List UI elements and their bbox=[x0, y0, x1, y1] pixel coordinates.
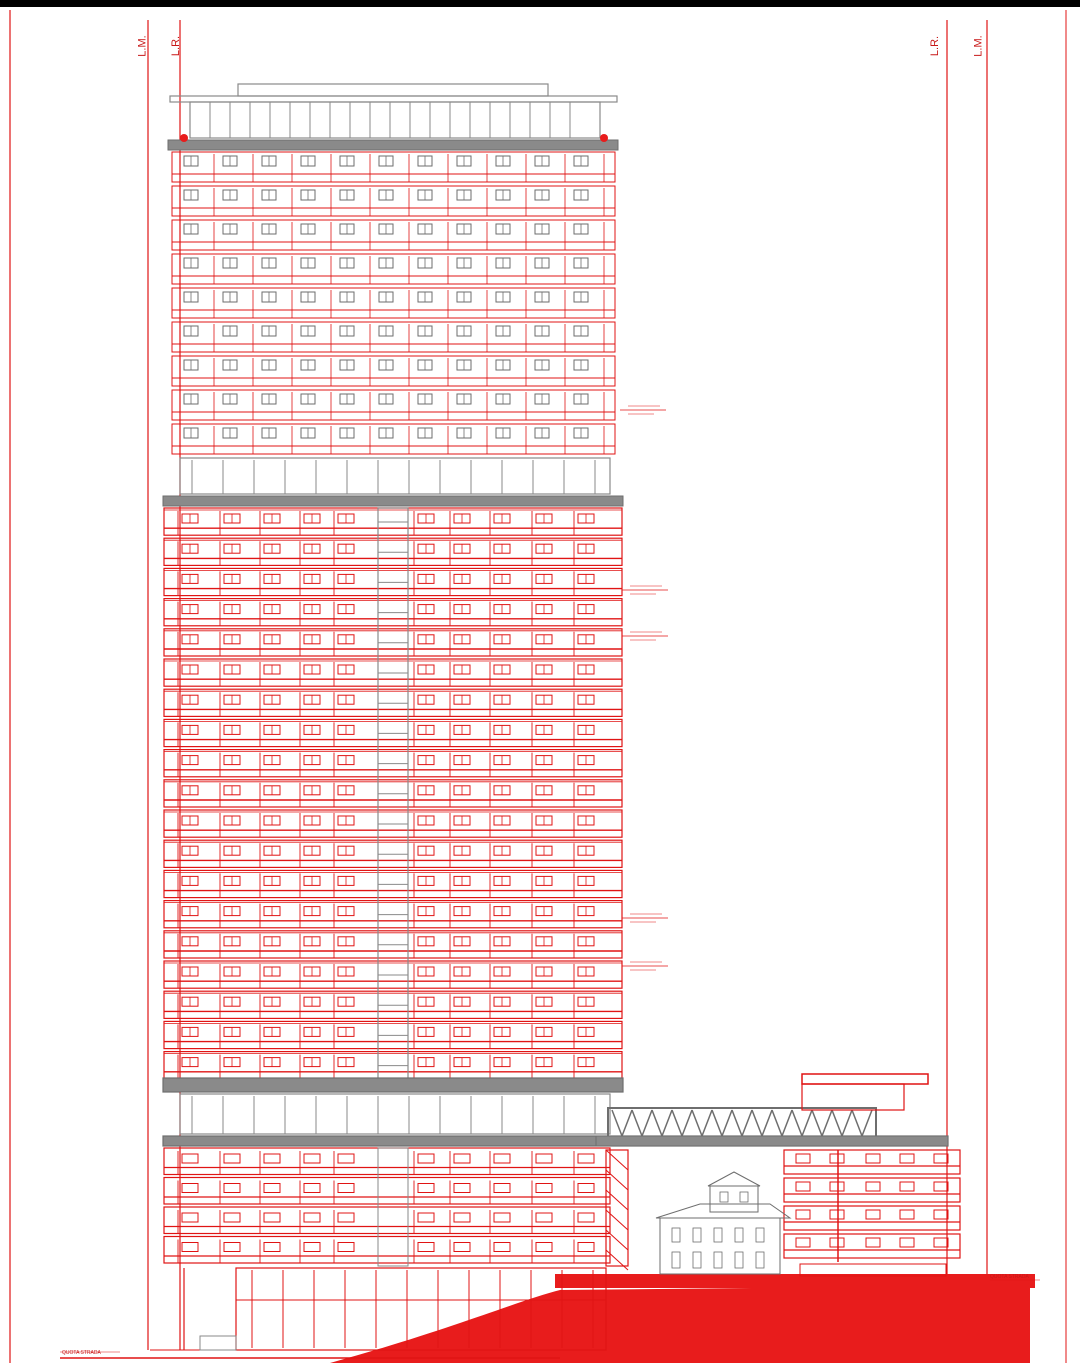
mid-transfer-slab bbox=[163, 1078, 623, 1092]
lower-window bbox=[494, 1213, 510, 1222]
truss-diagonal bbox=[712, 1110, 722, 1136]
lower-window bbox=[182, 1243, 198, 1252]
villa-body bbox=[660, 1218, 780, 1274]
lower-window bbox=[578, 1154, 594, 1163]
lower-window bbox=[454, 1184, 470, 1193]
truss-diagonal bbox=[622, 1110, 632, 1136]
lower-window bbox=[418, 1184, 434, 1193]
axis-label-left-inner: L.R. bbox=[170, 35, 183, 57]
villa-window bbox=[735, 1252, 743, 1268]
lower-window bbox=[494, 1184, 510, 1193]
villa-window bbox=[756, 1252, 764, 1268]
lower-window bbox=[454, 1154, 470, 1163]
lower-window bbox=[264, 1184, 280, 1193]
annex-window bbox=[796, 1210, 810, 1219]
truss-diagonal bbox=[652, 1110, 662, 1136]
annex-window bbox=[934, 1238, 948, 1247]
annex-window bbox=[900, 1238, 914, 1247]
roof-transfer-slab bbox=[168, 140, 618, 150]
truss-diagonal bbox=[812, 1110, 822, 1136]
roof-marker-left bbox=[180, 134, 188, 142]
lower-window bbox=[224, 1213, 240, 1222]
annex-window bbox=[900, 1210, 914, 1219]
truss-diagonal bbox=[702, 1110, 712, 1136]
annex-window bbox=[934, 1182, 948, 1191]
annex-window bbox=[796, 1238, 810, 1247]
terrain-plinth bbox=[555, 1274, 1035, 1288]
truss-diagonal bbox=[792, 1110, 802, 1136]
tower-upper-section bbox=[163, 84, 623, 506]
truss-diagonal bbox=[682, 1110, 692, 1136]
bridge-deck bbox=[596, 1136, 948, 1146]
roof-parapet bbox=[238, 84, 548, 96]
street-level-note-left: QUOTA STRADA bbox=[62, 1350, 101, 1356]
lower-window bbox=[182, 1184, 198, 1193]
villa-tower-window bbox=[720, 1192, 728, 1202]
lower-window bbox=[418, 1213, 434, 1222]
truss-diagonal bbox=[782, 1110, 792, 1136]
annex-window bbox=[830, 1238, 844, 1247]
lower-window bbox=[224, 1184, 240, 1193]
villa-window bbox=[756, 1228, 764, 1242]
roof-slab bbox=[170, 96, 617, 102]
lower-window bbox=[578, 1184, 594, 1193]
lower-window bbox=[454, 1243, 470, 1252]
villa-window bbox=[735, 1228, 743, 1242]
truss-diagonal bbox=[692, 1110, 702, 1136]
truss-diagonal bbox=[662, 1110, 672, 1136]
annex-window bbox=[796, 1182, 810, 1191]
street-level-note-right: QUOTA STRADA bbox=[990, 1274, 1029, 1280]
annex-window bbox=[830, 1154, 844, 1163]
truss-diagonal bbox=[822, 1110, 832, 1136]
lower-floor bbox=[164, 1178, 610, 1205]
lower-window bbox=[224, 1154, 240, 1163]
lower-window bbox=[578, 1243, 594, 1252]
villa-window bbox=[672, 1252, 680, 1268]
truss-diagonal bbox=[742, 1110, 752, 1136]
villa-roof bbox=[656, 1204, 790, 1218]
truss-diagonal bbox=[732, 1110, 742, 1136]
lower-window bbox=[494, 1243, 510, 1252]
lower-window bbox=[182, 1213, 198, 1222]
annex-window bbox=[866, 1238, 880, 1247]
annex-window bbox=[796, 1154, 810, 1163]
lower-window bbox=[264, 1243, 280, 1252]
lower-window bbox=[536, 1243, 552, 1252]
side-brace-diagonal bbox=[606, 1170, 628, 1190]
lower-window bbox=[536, 1213, 552, 1222]
side-brace-diagonal bbox=[606, 1250, 628, 1270]
annex-window bbox=[934, 1210, 948, 1219]
upper-mech-floor bbox=[180, 458, 610, 494]
lower-window bbox=[338, 1184, 354, 1193]
lower-window bbox=[418, 1154, 434, 1163]
axis-label-right-outer: L.M. bbox=[972, 35, 985, 57]
annex-window bbox=[830, 1210, 844, 1219]
lower-window bbox=[338, 1154, 354, 1163]
truss-diagonal bbox=[642, 1110, 652, 1136]
truss-diagonal bbox=[672, 1110, 682, 1136]
villa-window bbox=[693, 1252, 701, 1268]
terrain-fill bbox=[330, 1285, 1030, 1363]
lower-floor bbox=[164, 1148, 610, 1175]
upper-transfer-slab bbox=[163, 496, 623, 506]
truss-diagonal bbox=[862, 1110, 872, 1136]
villa-tower bbox=[710, 1186, 758, 1212]
annex-window bbox=[900, 1154, 914, 1163]
villa-window bbox=[714, 1252, 722, 1268]
lower-window bbox=[304, 1243, 320, 1252]
truss-diagonal bbox=[722, 1110, 732, 1136]
lower-window bbox=[494, 1154, 510, 1163]
annex-building bbox=[784, 1074, 960, 1276]
lower-window bbox=[338, 1243, 354, 1252]
truss-diagonal bbox=[802, 1110, 812, 1136]
roof-marker-right bbox=[600, 134, 608, 142]
truss-diagonal bbox=[852, 1110, 862, 1136]
axis-label-left-outer: L.M. bbox=[136, 35, 149, 57]
annotation-marks bbox=[60, 406, 1040, 1352]
historic-villa bbox=[656, 1172, 790, 1274]
annex-window bbox=[866, 1210, 880, 1219]
lower-window bbox=[304, 1154, 320, 1163]
lower-window bbox=[338, 1213, 354, 1222]
annex-roof-cap bbox=[802, 1074, 928, 1084]
tower-middle-section bbox=[163, 508, 623, 1092]
lower-window bbox=[536, 1154, 552, 1163]
truss-diagonal bbox=[832, 1110, 842, 1136]
annex-window bbox=[934, 1154, 948, 1163]
lower-window bbox=[224, 1243, 240, 1252]
annex-window bbox=[830, 1182, 844, 1191]
skybridge-truss bbox=[596, 1108, 948, 1146]
villa-window bbox=[672, 1228, 680, 1242]
axis-label-right-inner: L.R. bbox=[929, 35, 942, 57]
lower-window bbox=[264, 1213, 280, 1222]
lower-window bbox=[536, 1184, 552, 1193]
annex-window bbox=[900, 1182, 914, 1191]
lower-window bbox=[264, 1154, 280, 1163]
villa-window bbox=[714, 1228, 722, 1242]
lower-window bbox=[182, 1154, 198, 1163]
lower-window bbox=[454, 1213, 470, 1222]
truss-diagonal bbox=[842, 1110, 852, 1136]
truss-diagonal bbox=[772, 1110, 782, 1136]
villa-tower-window bbox=[740, 1192, 748, 1202]
truss-diagonal bbox=[762, 1110, 772, 1136]
villa-window bbox=[693, 1228, 701, 1242]
villa-tower-roof bbox=[708, 1172, 760, 1186]
entrance-canopy bbox=[200, 1336, 236, 1350]
lower-window bbox=[304, 1213, 320, 1222]
annex-window bbox=[866, 1154, 880, 1163]
lower-window bbox=[418, 1243, 434, 1252]
lower-window bbox=[578, 1213, 594, 1222]
lower-window bbox=[304, 1184, 320, 1193]
annex-penthouse bbox=[802, 1084, 904, 1110]
bridge-frame bbox=[608, 1108, 876, 1138]
side-brace-diagonal bbox=[606, 1230, 628, 1250]
truss-diagonal bbox=[612, 1110, 622, 1136]
lower-mech-floor bbox=[180, 1094, 610, 1134]
roof-crown bbox=[190, 102, 600, 138]
lower-floor bbox=[164, 1207, 610, 1234]
lower-floor bbox=[164, 1237, 610, 1264]
truss-diagonal bbox=[752, 1110, 762, 1136]
truss-diagonal bbox=[632, 1110, 642, 1136]
annex-window bbox=[866, 1182, 880, 1191]
